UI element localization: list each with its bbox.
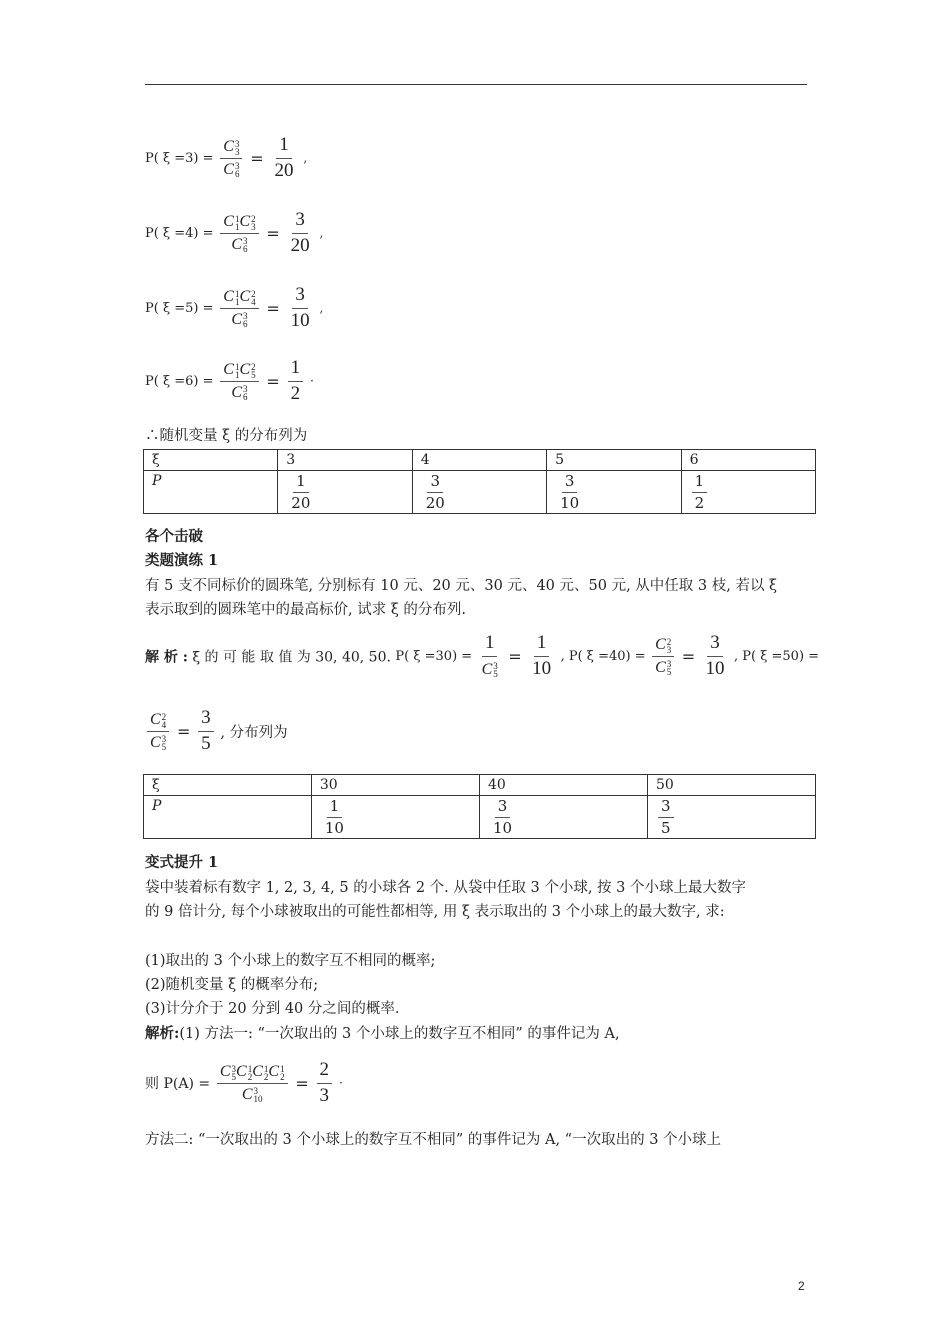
- distribution-intro: ∴随机变量 ξ 的分布列为: [145, 428, 308, 444]
- result-fraction: $\frac{3}{20}$: [290, 209, 310, 256]
- table-row: P $\frac{1}{10}$ $\frac{3}{10}$ $\frac{3}{5}$: [144, 796, 816, 839]
- distribution-table-2: [143, 774, 816, 839]
- problem-text: 表示取到的圆珠笔中的最高标价, 试求 ξ 的分布列.: [145, 602, 467, 618]
- section-heading: 类题演练 1: [145, 552, 219, 569]
- problem-text: 有 5 支不同标价的圆珠笔, 分别标有 10 元、20 元、30 元、40 元、50 元, 从中任取 3 枝, 若以 ξ: [145, 578, 778, 594]
- table-row: ξ 30 40 50: [144, 775, 816, 796]
- page-number: 2: [798, 1279, 805, 1293]
- section-heading: 各个击破: [145, 528, 203, 545]
- result-fraction: $\frac{3}{10}$: [290, 284, 310, 331]
- question-1: (1)取出的 3 个小球上的数字互不相同的概率;: [145, 953, 436, 969]
- binomial-fraction: C 1 1 C 2 5 C 3 6: [220, 361, 258, 401]
- question-2: (2)随机变量 ξ 的概率分布;: [145, 977, 319, 993]
- question-3: (3)计分介于 20 分到 40 分之间的概率.: [145, 1001, 400, 1017]
- equation-pa: 则 P(A) = C 3 5 C 1 2 C 1 2 C 1 2 C 3 10 = $\frac{2}{3}$ ·: [145, 1059, 343, 1106]
- problem-text: 袋中装着标有数字 1, 2, 3, 4, 5 的小球各 2 个. 从袋中任取 3 个小球, 按 3 个小球上最大数字: [145, 880, 746, 896]
- method-2-line: 方法二: “一次取出的 3 个小球上的数字互不相同” 的事件记为 A, “一次取出的 3 个小球上: [145, 1132, 722, 1148]
- equation-p6: P( ξ =6) = C 1 1 C 2 5 C 3 6 = $\frac{1}{2}$ ·: [145, 357, 315, 404]
- table-row: ξ 3 4 5 6: [144, 450, 816, 471]
- equation-p5: P( ξ =5) = C 1 1 C 2 4 C 3 6 = $\frac{3}{10}$ ,: [145, 284, 324, 331]
- equation-p3: P( ξ =3) = C 3 3 C 3 6 = $\frac{1}{20}$ ,: [145, 134, 308, 181]
- equation-lhs: P( ξ =5) =: [145, 300, 214, 316]
- equation-lhs: P( ξ =4) =: [145, 225, 214, 241]
- result-fraction: $\frac{1}{2}$: [288, 358, 304, 405]
- binomial-fraction: C 1 1 C 2 3 C 3 6: [220, 213, 258, 253]
- solution-continuation: C 2 4 C 3 5 = $\frac{3}{5}$ , 分布列为: [145, 708, 288, 755]
- equation-p4: P( ξ =4) = C 1 1 C 2 3 C 3 6 = $\frac{3}{20}$ ,: [145, 209, 324, 256]
- header-rule: [145, 84, 807, 85]
- solution-2-line: 解析:(1) 方法一: “一次取出的 3 个小球上的数字互不相同” 的事件记为 A,: [145, 1025, 620, 1042]
- result-fraction: $\frac{1}{20}$: [274, 134, 294, 181]
- distribution-table-1: [143, 449, 816, 514]
- problem-text: 的 9 倍计分, 每个小球被取出的可能性都相等, 用 ξ 表示取出的 3 个小球上的最大数字, 求:: [145, 904, 725, 920]
- binomial-fraction: C 3 3 C 3 6: [220, 138, 242, 178]
- equation-lhs: P( ξ =3) =: [145, 150, 214, 166]
- binomial-fraction: C 1 1 C 2 4 C 3 6: [220, 288, 258, 328]
- table-row: P $\frac{1}{20}$ $\frac{3}{20}$ $\frac{3}{10}$ $\frac{1}{2}$: [144, 471, 816, 514]
- equation-lhs: P( ξ =6) =: [145, 373, 214, 389]
- solution-line: 解 析 : ξ 的 可 能 取 值 为 30, 40, 50. P( ξ =30) = 1 C 3 5 = $\frac{1}{10}$ , P( ξ =40) = C 2 3 C 3 5 = $\frac{3}{10}$ , P( ξ =50) =: [145, 632, 820, 680]
- section-heading: 变式提升 1: [145, 854, 219, 871]
